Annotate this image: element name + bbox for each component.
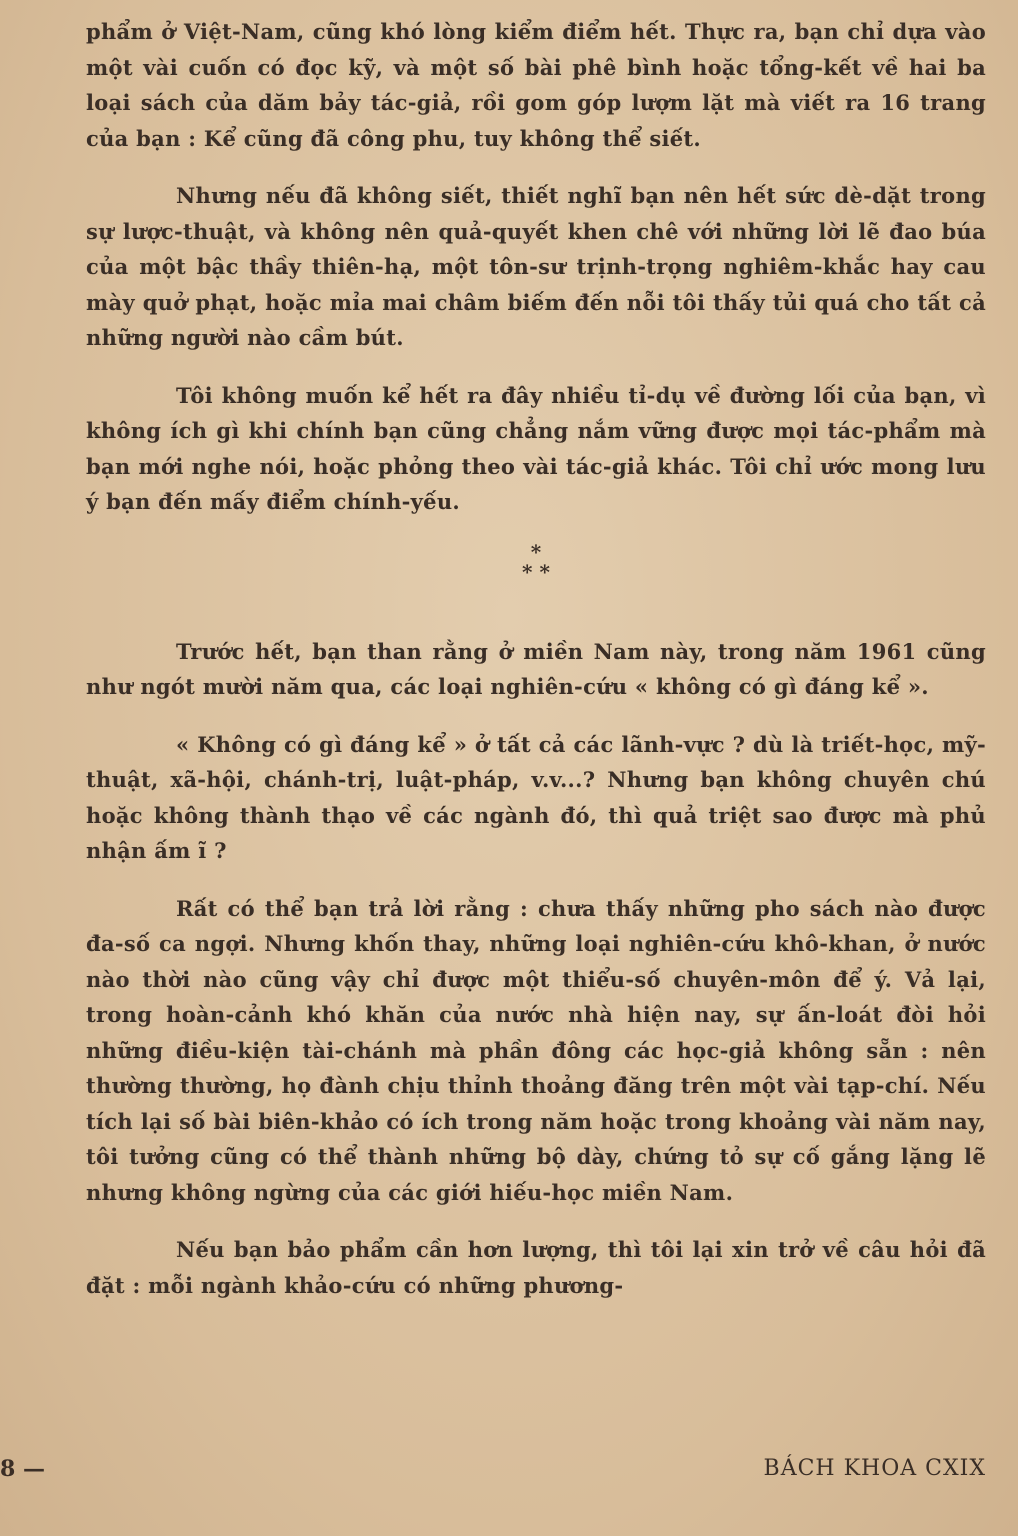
page-body bbox=[86, 14, 986, 1325]
separator-star-bottom: * * bbox=[522, 559, 550, 584]
paragraph-4: Trước hết, bạn than rằng ở miền Nam này, trong năm 1961 cũng như ngót mười năm qua, các loại nghiên-cứu « không có gì đáng kể ». bbox=[86, 638, 986, 699]
paragraph-2: Nhưng nếu đã không siết, thiết nghĩ bạn nên hết sức dè-dặt trong sự lược-thuật, và không nên quả-quyết khen chê với những lời lẽ đao búa của một bậc thầy thiên-hạ, một tôn-sư trịnh-trọng nghiêm-khắc hay cau mày quở phạt, hoặc mỉa mai châm biếm đến nỗi tôi thấy tủi quá cho tất cả những người nào cầm bút. bbox=[86, 183, 986, 350]
section-separator bbox=[86, 539, 986, 584]
paragraph-7: Nếu bạn bảo phẩm cần hơn lượng, thì tôi lại xin trở về câu hỏi đã đặt : mỗi ngành khảo-cứu có những phương- bbox=[86, 1237, 986, 1298]
paragraph-6: Rất có thể bạn trả lời rằng : chưa thấy những pho sách nào được đa-số ca ngợi. Nhưng khốn thay, những loại nghiên-cứu khô-khan, ở nước nào thời nào cũng vậy chỉ được một thiểu-số chuyên-môn để ý. Vả lại, trong hoàn-cảnh khó khăn của nước nhà hiện nay, sự ấn-loát đòi hỏi những điều-kiện tài-chánh mà phần đông các học-giả không sẵn : nên thường thường, họ đành chịu thỉnh thoảng đăng trên một vài tạp-chí. Nếu tích lại số bài biên-khảo có ích trong năm hoặc trong khoảng vài năm nay, tôi tưởng cũng có thể thành những bộ dày, chứng tỏ sự cố gắng lặng lẽ nhưng không ngừng của các giới hiếu-học miền Nam. bbox=[86, 895, 986, 1205]
paragraph-3: Tôi không muốn kể hết ra đây nhiều tỉ-dụ về đường lối của bạn, vì không ích gì khi chính bạn cũng chẳng nắm vững được mọi tác-phẩm mà bạn mới nghe nói, hoặc phỏng theo vài tác-giả khác. Tôi chỉ ước mong lưu ý bạn đến mấy điểm chính-yếu. bbox=[86, 382, 986, 514]
page-footer bbox=[0, 1456, 1018, 1496]
paragraph-5: « Không có gì đáng kể » ở tất cả các lãnh-vực ? dù là triết-học, mỹ-thuật, xã-hội, chánh-trị, luật-pháp, v.v...? Nhưng bạn không chuyên chú hoặc không thành thạo về các ngành đó, thì quả triệt sao được mà phủ nhận ấm ĩ ? bbox=[86, 731, 986, 863]
paragraph-1: phẩm ở Việt-Nam, cũng khó lòng kiểm điểm hết. Thực ra, bạn chỉ dựa vào một vài cuốn có đọc kỹ, và một số bài phê bình hoặc tổng-kết về hai ba loại sách của dăm bảy tác-giả, rồi gom góp lượm lặt mà viết ra 16 trang của bạn : Kể cũng đã công phu, tuy không thể siết. bbox=[86, 19, 986, 151]
page-number: 8 — bbox=[0, 1456, 45, 1482]
journal-name: BÁCH KHOA CXIX bbox=[763, 1456, 986, 1481]
separator-star-top: * bbox=[530, 539, 542, 564]
